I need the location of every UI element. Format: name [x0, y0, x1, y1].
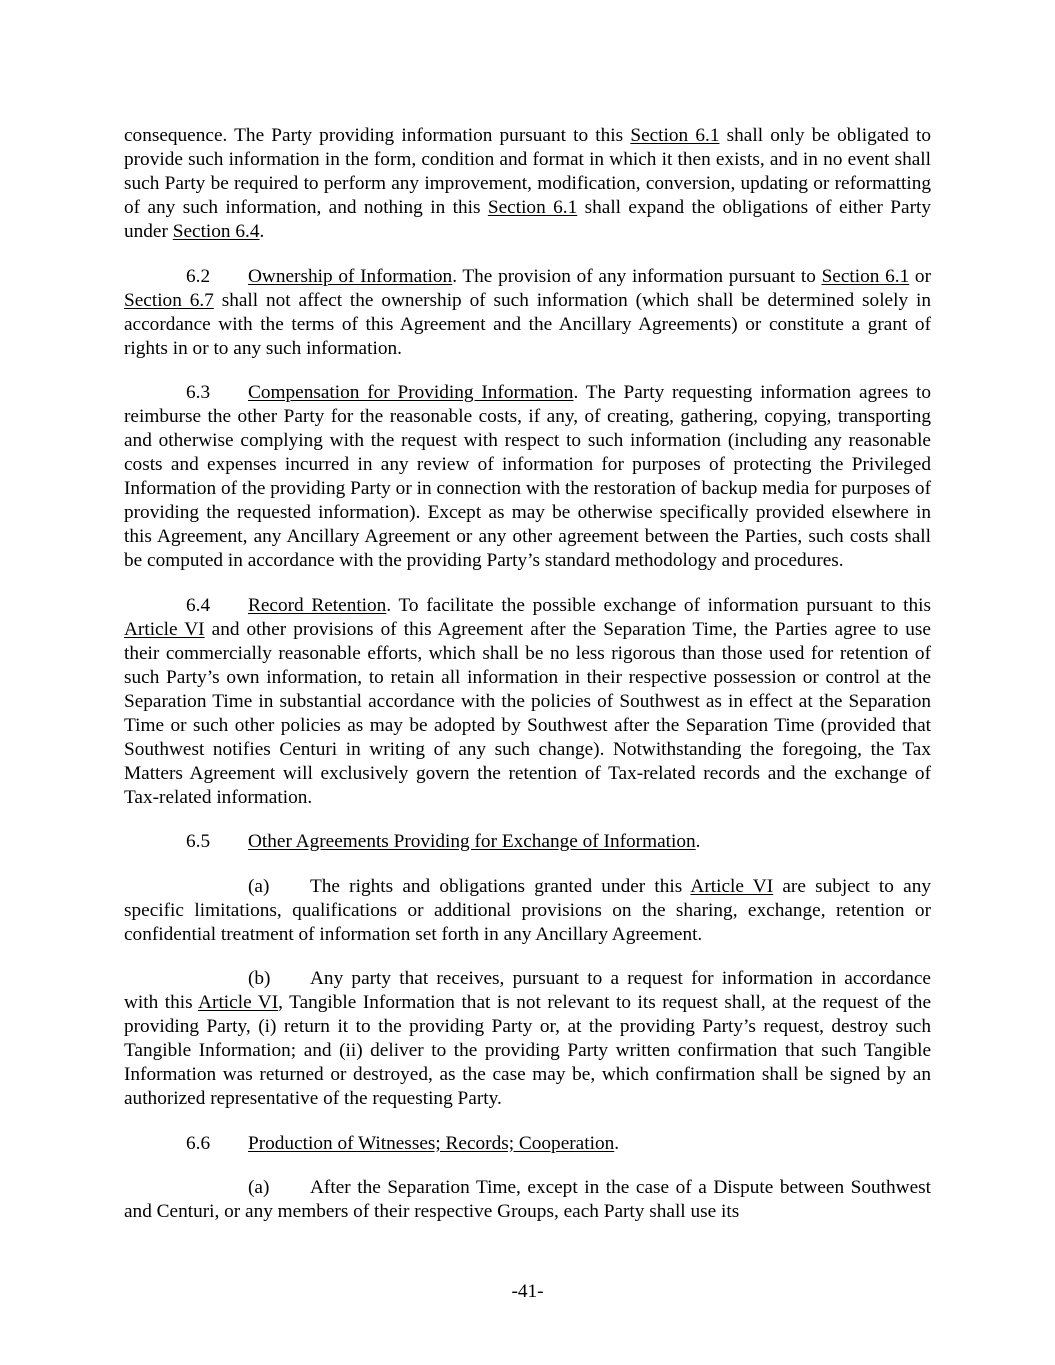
section-6-1-reference: Section 6.1 [487, 197, 578, 218]
section-6-5-b: (b) Any party that receives, pursuant to a request for information in accordance with this Article VI, Tangible Information that is not relevant to its request shall, at the request of the providing Party, (i) return it to the providing Party or, at the providing Party’s request, destroy such Tangible Information; and (ii) deliver to the providing Party written confirmation that such Tangible Information was returned or destroyed, as the case may be, which confirmation shall be signed by an authorized representative of the requesting Party. [124, 968, 931, 1109]
subsection-label: (a) [248, 875, 270, 897]
section-number: 6.3 [186, 382, 211, 403]
section-number: 6.2 [186, 265, 211, 287]
article-vi-reference: Article VI [198, 992, 279, 1013]
section-6-4: 6.4 Record Retention. To facilitate the possible exchange of information pursuant to this Article VI and other provisions of this Agreement after the Separation Time, the Parties agree to use their commercially reasonable efforts, which shall be no less rigorous than those used for retention of such Party’s own information, to retain all information in their respective possession or control at the Separation Time in substantial accordance with the policies of Southwest as in effect at the Separation Time or such other policies as may be adopted by Southwest after the Separation Time (provided that Southwest notifies Centuri in writing of any such change). Notwithstanding the foregoing, the Tax Matters Agreement will exclusively govern the retention of Tax-related records and the exchange of Tax-related information. [124, 594, 931, 808]
section-6-3: 6.3 Compensation for Providing Information. The Party requesting information agrees to reimburse the other Party for the reasonable costs, if any, of creating, gathering, copying, transporting and otherwise complying with the request with respect to such information (including any reasonable costs and expenses incurred in any review of information for purposes of protecting the Privileged Information of the providing Party or in connection with the restoration of backup media for purposes of providing the requested information). Except as may be otherwise specifically provided elsewhere in this Agreement, any Ancillary Agreement or any other agreement between the Parties, such costs shall be computed in accordance with the providing Party’s standard methodology and procedures. [124, 382, 932, 571]
subsection-label: (b) [248, 968, 271, 989]
section-heading: Other Agreements Providing for Exchange of Information [248, 831, 696, 852]
document-body [124, 124, 931, 1245]
section-6-1-reference: Section 6.1 [630, 125, 720, 146]
page-number: -41- [511, 1281, 544, 1302]
section-6-4-reference: Section 6.4 [172, 221, 260, 242]
section-6-6-a: (a) After the Separation Time, except in the case of a Dispute between Southwest and Centuri, or any members of their respective Groups, each Party shall use its [124, 1177, 931, 1222]
section-heading: Production of Witnesses; Records; Cooperation [248, 1132, 615, 1154]
section-6-5-a: (a) The rights and obligations granted under this Article VI are subject to any specific limitations, qualifications or additional provisions on the sharing, exchange, retention or confidential treatment of information set forth in any Ancillary Agreement. [124, 875, 931, 945]
section-heading: Record Retention [248, 594, 387, 616]
section-6-6: 6.6 Production of Witnesses; Records; Cooperation. [186, 1132, 620, 1154]
section-number: 6.4 [186, 594, 211, 616]
section-number: 6.5 [186, 831, 211, 852]
paragraph-continuation: consequence. The Party providing information pursuant to this Section 6.1 shall only be obligated to provide such information in the form, condition and format in which it then exists, and in no event shall such Party be required to perform any improvement, modification, conversion, updating or reformatting of any such information, and nothing in this Section 6.1 shall expand the obligations of either Party under Section 6.4. [124, 125, 931, 242]
section-6-1-reference: Section 6.1 [821, 265, 910, 287]
section-number: 6.6 [186, 1132, 211, 1154]
article-vi-reference: Article VI [124, 618, 205, 640]
section-6-2: 6.2 Ownership of Information. The provision of any information pursuant to Section 6.1 or Section 6.7 shall not affect the ownership of such information (which shall be determined solely in accordance with the terms of this Agreement and the Ancillary Agreements) or constitute a grant of rights in or to any such information. [124, 265, 931, 359]
section-6-7-reference: Section 6.7 [124, 289, 214, 311]
section-heading: Compensation for Providing Information [248, 382, 574, 403]
subsection-label: (a) [248, 1177, 270, 1198]
section-6-5: 6.5 Other Agreements Providing for Exchange of Information. [186, 831, 701, 852]
section-heading: Ownership of Information [248, 265, 453, 287]
article-vi-reference: Article VI [690, 875, 774, 897]
